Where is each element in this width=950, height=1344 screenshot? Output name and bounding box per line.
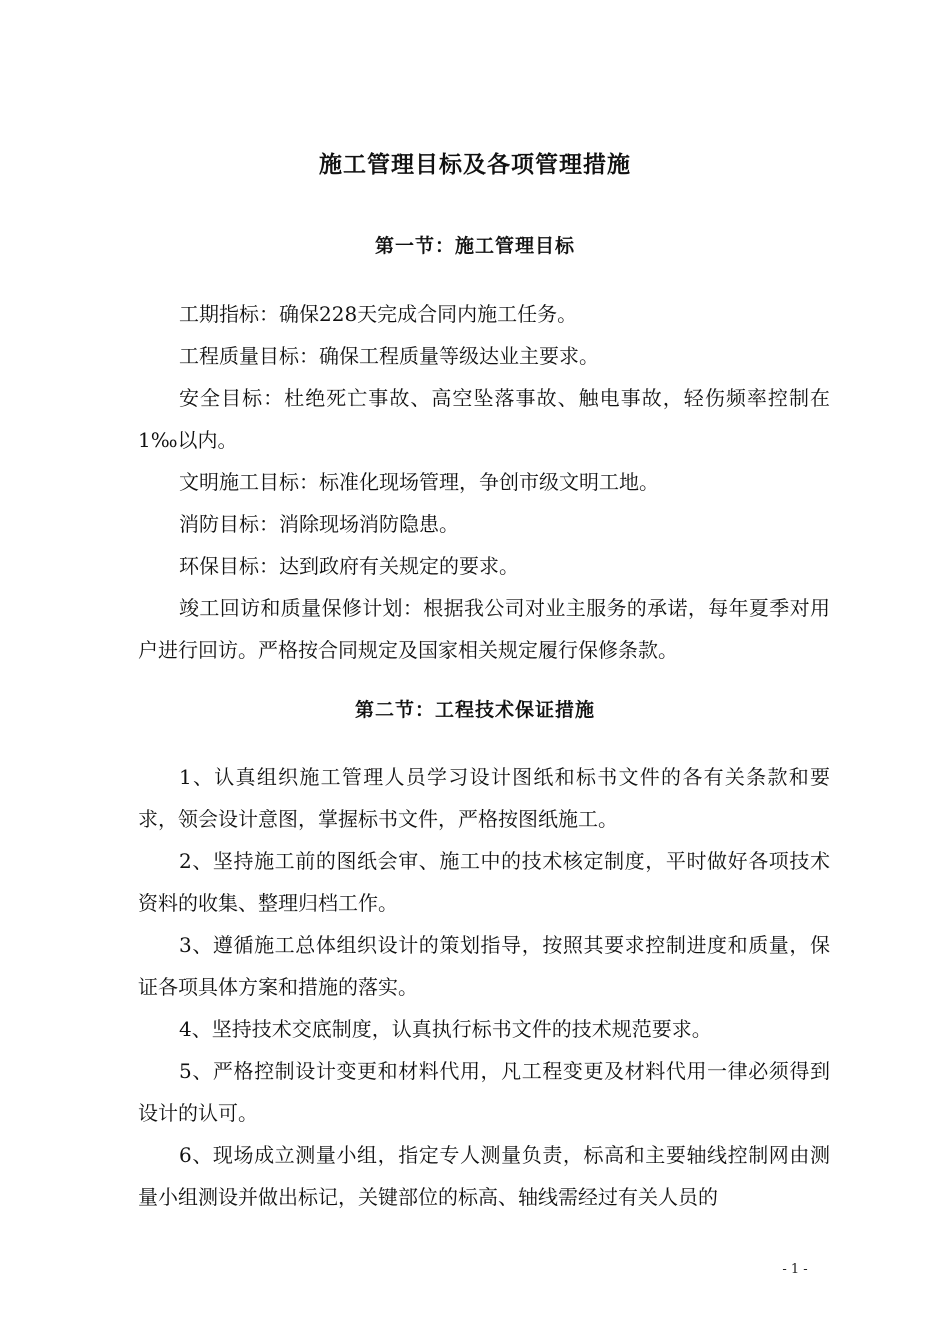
- paragraph: 4、坚持技术交底制度，认真执行标书文件的技术规范要求。: [179, 1017, 712, 1041]
- paragraph: 文明施工目标：标准化现场管理，争创市级文明工地。: [179, 470, 659, 494]
- paragraph: 安全目标：杜绝死亡事故、高空坠落事故、触电事故，轻伤频率控制在1‰以内。: [138, 386, 830, 452]
- paragraph: 2、坚持施工前的图纸会审、施工中的技术核定制度，平时做好各项技术资料的收集、整理归档工作。: [138, 849, 830, 915]
- paragraph: 5、严格控制设计变更和材料代用，凡工程变更及材料代用一律必须得到设计的认可。: [138, 1059, 830, 1125]
- paragraph: 6、现场成立测量小组，指定专人测量负责，标高和主要轴线控制网由测量小组测设并做出标记，关键部位的标高、轴线需经过有关人员的: [138, 1143, 830, 1209]
- section-2-heading: 第二节：工程技术保证措施: [354, 699, 595, 721]
- paragraph: 工程质量目标：确保工程质量等级达业主要求。: [179, 344, 599, 368]
- document-title: 施工管理目标及各项管理措施: [319, 152, 631, 178]
- paragraph: 1、认真组织施工管理人员学习设计图纸和标书文件的各有关条款和要求，领会设计意图，掌握标书文件，严格按图纸施工。: [138, 765, 830, 831]
- paragraph: 消防目标：消除现场消防隐患。: [179, 512, 459, 536]
- paragraph: 环保目标：达到政府有关规定的要求。: [179, 554, 519, 578]
- paragraph: 竣工回访和质量保修计划：根据我公司对业主服务的承诺，每年夏季对用户进行回访。严格按合同规定及国家相关规定履行保修条款。: [138, 596, 830, 662]
- section-1-heading: 第一节：施工管理目标: [374, 235, 575, 257]
- section-2-body: [138, 756, 830, 1218]
- section-1-body: [138, 293, 830, 671]
- paragraph: 工期指标：确保228天完成合同内施工任务。: [179, 302, 578, 326]
- page-number: - 1 -: [782, 1262, 808, 1277]
- paragraph: 3、遵循施工总体组织设计的策划指导，按照其要求控制进度和质量，保证各项具体方案和措施的落实。: [138, 933, 830, 999]
